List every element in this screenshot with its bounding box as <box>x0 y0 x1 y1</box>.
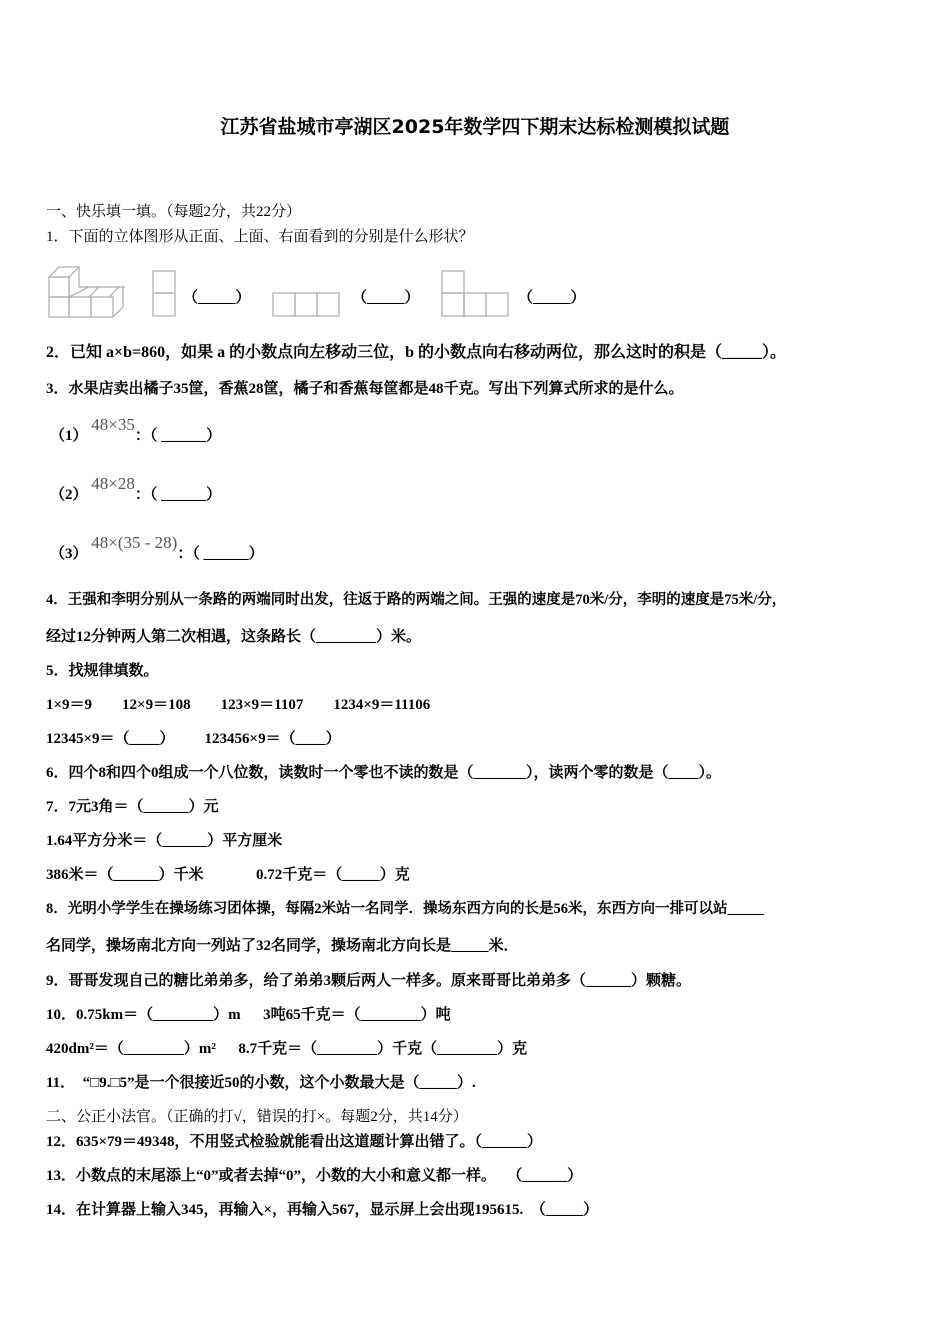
question-6: 6．四个8和四个0组成一个八位数，读数时一个零也不读的数是（_______），读两个零的数是（____）。 <box>46 765 722 781</box>
page-title: 江苏省盐城市亭湖区2025年数学四下期末达标检测模拟试题 <box>220 116 730 138</box>
question-10-line-2: 420dm²＝（________）m² 8.7千克＝（________）千克（________）克 <box>46 1041 528 1057</box>
question-12: 12．635×79＝49348，不用竖式检验就能看出这道题计算出错了。（______） <box>46 1134 543 1150</box>
blank-1[interactable]: （_____） <box>183 290 251 306</box>
answer-blank[interactable]: ：（ ______） <box>134 487 222 503</box>
front-view-figure <box>152 270 178 325</box>
blank-2[interactable]: （_____） <box>352 290 420 306</box>
expression: 48×35 <box>91 415 135 434</box>
question-7-line-2: 1.64平方分米＝（______）平方厘米 <box>46 833 283 849</box>
question-5-row-2: 12345×9＝（____） 123456×9＝（____） <box>46 731 341 747</box>
question-3: 3．水果店卖出橘子35筐，香蕉28筐，橘子和香蕉每筐都是48千克。写出下列算式所求的是什么。 <box>46 381 684 397</box>
question-4-line-2: 经过12分钟两人第二次相遇，这条路长（________）米。 <box>46 629 422 645</box>
expression: 48×(35 - 28) <box>91 533 178 552</box>
question-11: 11． “□9.□5”是一个很接近50的小数，这个小数最大是（_____）. <box>46 1075 476 1091</box>
right-view-figure <box>441 270 513 325</box>
expression: 48×28 <box>91 474 135 493</box>
question-3-item-3 <box>50 533 264 564</box>
question-7-line-1: 7．7元3角＝（______）元 <box>46 799 219 815</box>
question-3-item-1 <box>50 415 222 446</box>
question-1: 1．下面的立体图形从正面、上面、右面看到的分别是什么形状？ <box>46 229 474 245</box>
question-13: 13．小数点的末尾添上“0”或者去掉“0”，小数的大小和意义都一样。 （______） <box>46 1168 583 1184</box>
question-7-line-3: 386米＝（______）千米 0.72千克＝（_____）克 <box>46 867 410 883</box>
item-label: （2） <box>50 487 88 503</box>
top-view-figure <box>272 292 344 323</box>
solid-figure <box>47 264 129 325</box>
question-5-row-1: 1×9＝9 12×9＝108 123×9＝1107 1234×9＝11106 <box>46 697 431 713</box>
answer-blank[interactable]: ：（ ______） <box>134 428 222 444</box>
question-10-line-1: 10．0.75km＝（________）m 3吨65千克＝（________）吨 <box>46 1007 451 1023</box>
question-3-item-2 <box>50 474 222 505</box>
question-14: 14．在计算器上输入345，再输入×，再输入567，显示屏上会出现195615. （_____） <box>46 1202 599 1218</box>
question-4-line-1: 4．王强和李明分别从一条路的两端同时出发，往返于路的两端之间。王强的速度是70米/分，李明的速度是75米/分， <box>46 592 787 608</box>
question-8-line-1: 8．光明小学学生在操场练习团体操，每隔2米站一名同学．操场东西方向的长是56米，东西方向一排可以站_____ <box>46 901 764 917</box>
question-5: 5．找规律填数。 <box>46 663 159 679</box>
question-9: 9．哥哥发现自己的糖比弟弟多，给了弟弟3颗后两人一样多。原来哥哥比弟弟多（______）颗糖。 <box>46 973 692 989</box>
item-label: （1） <box>50 428 88 444</box>
section-1-heading: 一、快乐填一填。（每题2分，共22分） <box>46 204 302 220</box>
question-8-line-2: 名同学，操场南北方向一列站了32名同学，操场南北方向长是_____米． <box>46 938 519 954</box>
item-label: （3） <box>50 546 88 562</box>
section-2-heading: 二、公正小法官。（正确的打√，错误的打×。每题2分，共14分） <box>46 1109 468 1125</box>
answer-blank[interactable]: ：（ ______） <box>177 546 264 562</box>
question-2: 2．已知 a×b=860，如果 a 的小数点向左移动三位，b 的小数点向右移动两位，那么这时的积是（_____）。 <box>46 344 787 361</box>
blank-3[interactable]: （_____） <box>518 290 586 306</box>
